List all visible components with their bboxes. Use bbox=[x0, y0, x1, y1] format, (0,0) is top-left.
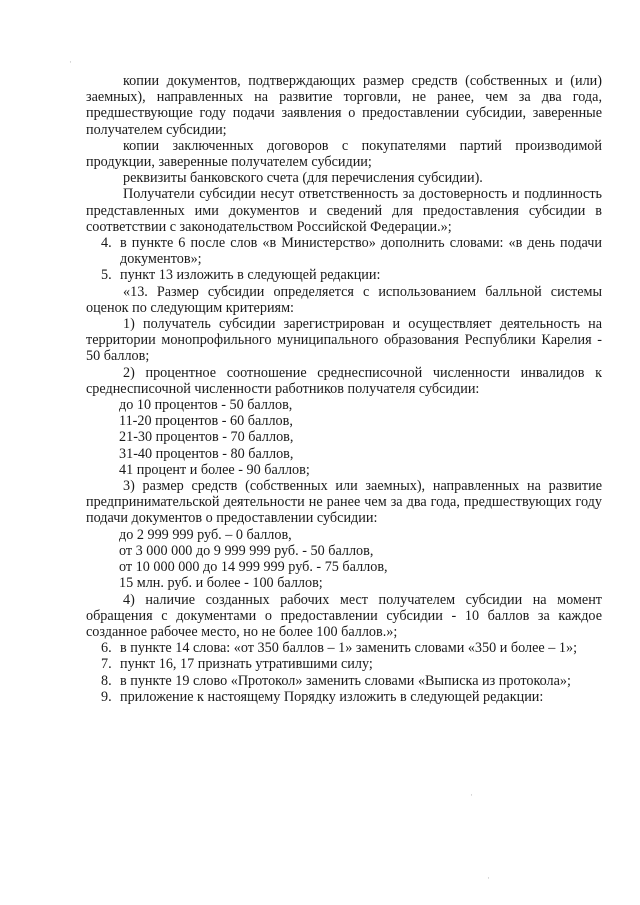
list-number: 7. bbox=[101, 656, 112, 673]
list-text: приложение к настоящему Порядку изложить в следующей редакции: bbox=[120, 688, 544, 705]
score-level: 15 млн. руб. и более - 100 баллов; bbox=[119, 575, 323, 592]
score-level: от 3 000 000 до 9 999 999 руб. - 50 баллов, bbox=[119, 542, 374, 559]
paragraph-bank-details: реквизиты банковского счета (для перечисления субсидии). bbox=[123, 170, 483, 187]
paragraph-responsibility: Получатели субсидии несут ответственность за достоверность и подлинность представленных ими документов и сведений для предоставления субсидии в соответствии с законодательством Российской Федерации.»; bbox=[86, 186, 602, 235]
list-item-6 bbox=[86, 640, 602, 656]
score-level: 11-20 процентов - 60 баллов, bbox=[119, 413, 293, 430]
list-text: в пункте 6 после слов «в Министерство» дополнить словами: «в день подачи документов»; bbox=[120, 235, 602, 268]
score-level: до 10 процентов - 50 баллов, bbox=[119, 397, 293, 414]
scan-speck: · bbox=[470, 790, 473, 800]
list-text: пункт 16, 17 признать утратившими силу; bbox=[120, 656, 373, 673]
score-level: 21-30 процентов - 70 баллов, bbox=[119, 429, 294, 446]
list-number: 4. bbox=[101, 235, 112, 252]
criterion-3-levels bbox=[86, 527, 602, 592]
list-item-5 bbox=[86, 267, 602, 283]
score-level: 41 процент и более - 90 баллов; bbox=[119, 461, 310, 478]
scan-speck: · bbox=[487, 873, 490, 883]
list-text: в пункте 14 слова: «от 350 баллов – 1» заменить словами «350 и более – 1»; bbox=[120, 640, 578, 657]
criterion-2-levels bbox=[86, 397, 602, 478]
list-item-9 bbox=[86, 689, 602, 705]
list-number: 5. bbox=[101, 267, 112, 284]
scan-speck: · bbox=[69, 57, 72, 67]
score-level: от 10 000 000 до 14 999 999 руб. - 75 баллов, bbox=[119, 559, 388, 576]
score-level: 31-40 процентов - 80 баллов, bbox=[119, 445, 294, 462]
paragraph-copies-contracts: копии заключенных договоров с покупателями партий производимой продукции, заверенные получателем субсидии; bbox=[86, 137, 602, 171]
list-number: 6. bbox=[101, 640, 112, 657]
criterion-2: 2) процентное соотношение среднесписочной численности инвалидов к среднесписочной численности работников получателя субсидии: bbox=[86, 364, 602, 397]
document-body bbox=[86, 73, 602, 705]
criterion-3: 3) размер средств (собственных или заемных), направленных на развитие предпринимательской деятельности не ранее чем за два года, предшествующих году подачи документов о предоставлении субсидии: bbox=[86, 478, 602, 527]
list-number: 8. bbox=[101, 672, 112, 689]
list-text: пункт 13 изложить в следующей редакции: bbox=[120, 267, 381, 284]
list-item-8 bbox=[86, 673, 602, 689]
score-level: до 2 999 999 руб. – 0 баллов, bbox=[119, 526, 292, 543]
paragraph-point-13: «13. Размер субсидии определяется с использованием балльной системы оценок по следующим критериям: bbox=[86, 283, 602, 316]
criterion-4: 4) наличие созданных рабочих мест получателем субсидии на момент обращения с документами о предоставлении субсидии - 10 баллов за каждое созданное рабочее место, но не более 100 баллов.»; bbox=[86, 591, 602, 640]
list-number: 9. bbox=[101, 688, 112, 705]
list-item-7 bbox=[86, 656, 602, 672]
list-text: в пункте 19 слово «Протокол» заменить словами «Выписка из протокола»; bbox=[120, 672, 571, 689]
list-item-4 bbox=[86, 235, 602, 267]
criterion-1: 1) получатель субсидии зарегистрирован и осуществляет деятельность на территории монопрофильного муниципального образования Республики Карелия - 50 баллов; bbox=[86, 316, 602, 365]
paragraph-copies-documents: копии документов, подтверждающих размер средств (собственных и (или) заемных), направленных на развитие торговли, не ранее, чем за два года, предшествующие году подачи заявления о предоставлении субсидии, заверенные получателем субсидии; bbox=[86, 73, 602, 138]
